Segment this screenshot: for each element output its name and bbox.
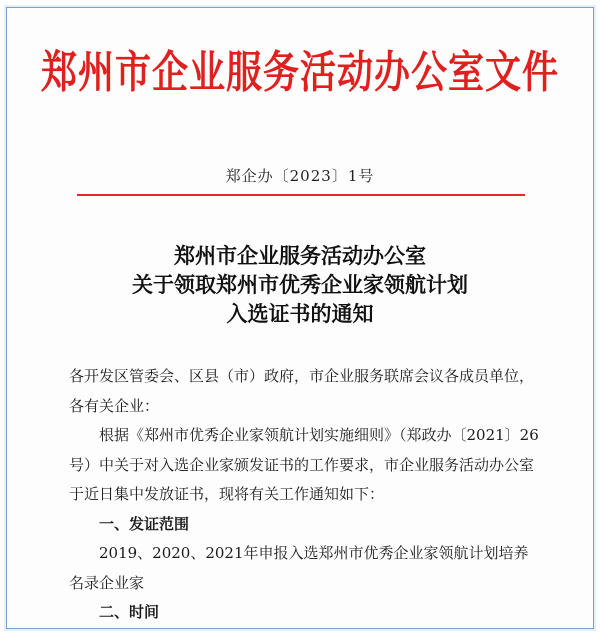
notice-title-line-2: 关于领取郑州市优秀企业家领航计划 [132, 272, 468, 297]
red-divider [77, 194, 525, 196]
document-number: 郑企办〔2023〕1号 [225, 167, 375, 185]
document-header-title: 郑州市企业服务活动办公室文件 [40, 46, 559, 98]
notice-body [69, 362, 539, 628]
salutation: 各开发区管委会、区县（市）政府，市企业服务联席会议各成员单位，各有关企业： [69, 367, 535, 415]
document-page [6, 7, 594, 629]
notice-title-line-1: 郑州市企业服务活动办公室 [174, 243, 426, 268]
section-heading-scope: 一、发证范围 [99, 514, 190, 533]
paragraph-basis: 根据《郑州市优秀企业家领航计划实施细则》（郑政办〔2021〕26号）中关于对入选企业家颁发证书的工作要求，市企业服务活动办公室于近日集中发放证书，现将有关工作通知如下： [69, 426, 539, 503]
section-text-scope: 2019、2020、2021年申报入选郑州市优秀企业家领航计划培养名录企业家 [69, 544, 529, 592]
notice-title [7, 241, 593, 328]
notice-title-line-3: 入选证书的通知 [226, 301, 374, 326]
section-heading-time: 二、时间 [99, 603, 160, 621]
